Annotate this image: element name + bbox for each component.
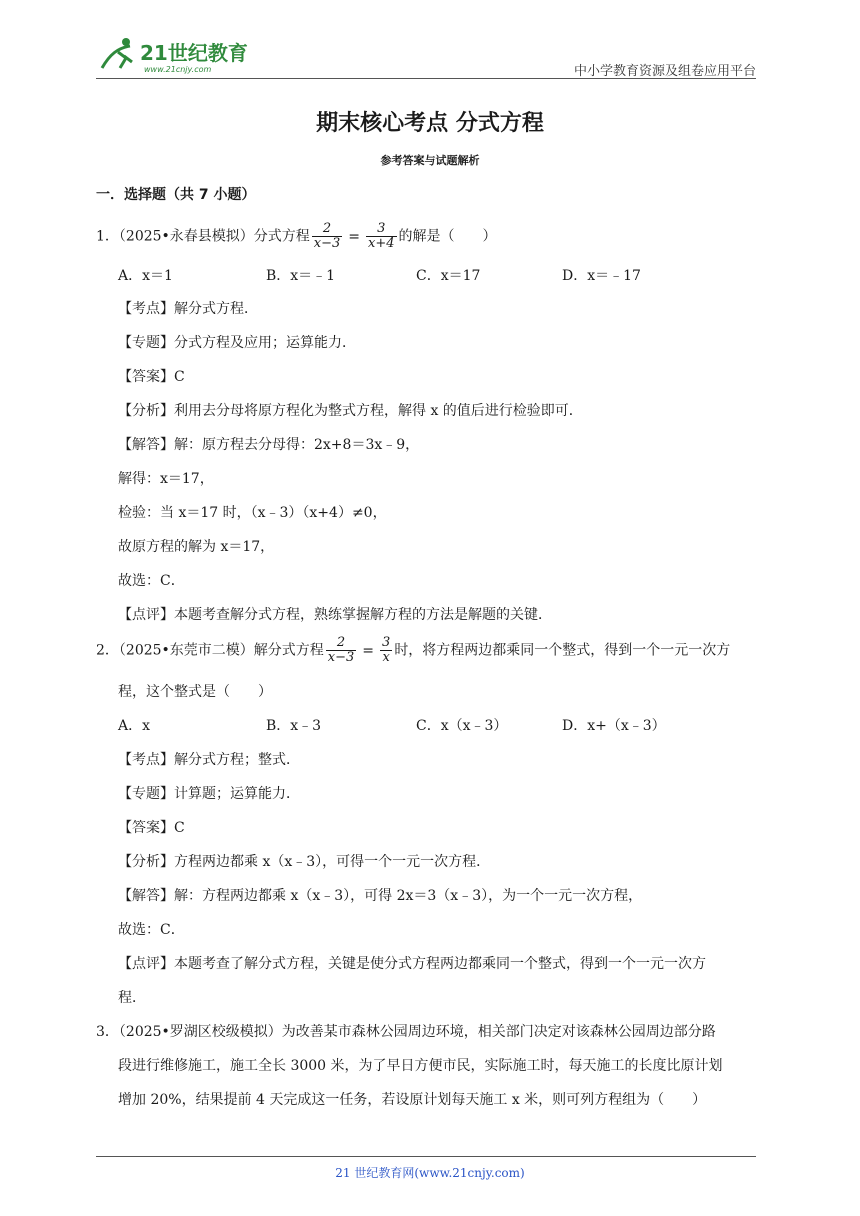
q1-fraction-right	[366, 222, 397, 251]
question-3-stem: 3．（2025•罗湖区校级模拟）为改善某市森林公园周边环境，相关部门决定对该森林公园周边部分路	[96, 1024, 716, 1040]
footer-divider	[96, 1156, 756, 1157]
header-divider	[96, 78, 756, 79]
footer-link[interactable]: 21 世纪教育网(www.21cnjy.com)	[335, 1166, 525, 1180]
q2-f2-num: 3	[382, 635, 391, 650]
q1-fraction-left	[312, 222, 343, 251]
q1-f2-num: 3	[366, 222, 397, 237]
q2-comment-cont: 程．	[118, 990, 146, 1006]
q1-f2-den: x+4	[368, 236, 395, 251]
question-3-stem-line3: 增加 20%，结果提前 4 天完成这一任务，若设原计划每天施工 x 米，则可列方程组为（ ）	[118, 1092, 707, 1108]
q2-kaodian: 【考点】解分式方程；整式．	[118, 752, 300, 768]
q2-f1-num: 2	[326, 636, 357, 651]
page-title: 期末核心考点 分式方程	[316, 111, 544, 136]
q2-comment: 【点评】本题考查了解分式方程，关键是使分式方程两边都乘同一个整式，得到一个一元一次方	[118, 956, 706, 972]
q1-prefix: 1．（2025•永春县模拟）分式方程	[96, 228, 310, 245]
q1-zhuanti: 【专题】分式方程及应用；运算能力．	[118, 335, 356, 351]
q1-option-b: B．x＝﹣1	[266, 268, 336, 284]
q1-analysis: 【分析】利用去分母将原方程化为整式方程，解得 x 的值后进行检验即可．	[118, 403, 583, 419]
equals-sign: =	[348, 228, 361, 245]
q1-choice: 故选：C．	[118, 573, 185, 589]
q2-fraction-right	[380, 636, 392, 665]
question-2-stem	[96, 636, 730, 665]
question-3-stem-line2: 段进行维修施工，施工全长 3000 米，为了早日方便市民，实际施工时，每天施工的长度比原计划	[118, 1058, 723, 1074]
q2-option-b: B．x﹣3	[266, 718, 322, 734]
q2-answer: 【答案】C	[118, 820, 185, 836]
question-1-stem	[96, 222, 497, 251]
platform-name: 中小学教育资源及组卷应用平台	[573, 64, 756, 79]
q2-option-c: C．x（x﹣3）	[416, 718, 508, 734]
logo-url: www.21cnjy.com	[144, 65, 212, 74]
q1-solution-step: 解得：x＝17，	[118, 471, 214, 487]
q2-solution: 【解答】解：方程两边都乘 x（x﹣3），可得 2x＝3（x﹣3），为一个一元一次方程，	[118, 888, 643, 904]
q2-option-a: A．x	[118, 718, 151, 734]
q2-f2-den: x	[382, 650, 390, 665]
q1-option-a: A．x＝1	[118, 268, 173, 284]
q1-option-d: D．x＝﹣17	[562, 268, 641, 284]
q1-conclusion: 故原方程的解为 x＝17，	[118, 539, 275, 555]
site-logo	[96, 34, 256, 76]
q2-analysis: 【分析】方程两边都乘 x（x﹣3），可得一个一元一次方程．	[118, 854, 491, 870]
q1-option-c: C．x＝17	[416, 268, 481, 284]
q2-option-d: D．x+（x﹣3）	[562, 718, 666, 734]
page-subtitle: 参考答案与试题解析	[380, 154, 480, 167]
q1-suffix: 的解是（ ）	[398, 228, 497, 245]
q2-f1-den: x−3	[327, 650, 355, 665]
q2-fraction-left	[326, 636, 357, 665]
q2-suffix: 时，将方程两边都乘同一个整式，得到一个一元一次方	[394, 642, 731, 659]
q2-stem-line2: 程，这个整式是（ ）	[118, 684, 272, 700]
q1-f1-num: 2	[312, 222, 343, 237]
q1-solution: 【解答】解：原方程去分母得：2x+8＝3x﹣9，	[118, 437, 420, 453]
q1-f1-den: x−3	[313, 236, 341, 251]
q1-answer: 【答案】C	[118, 369, 185, 385]
q2-choice: 故选：C．	[118, 922, 185, 938]
section-heading: 一．选择题（共 7 小题）	[96, 187, 256, 203]
logo-text: 21世纪教育	[140, 41, 248, 65]
q1-kaodian: 【考点】解分式方程．	[118, 301, 258, 317]
equals-sign: =	[362, 642, 375, 659]
q1-check: 检验：当 x＝17 时，（x﹣3）（x+4）≠0，	[118, 505, 387, 521]
q1-comment: 【点评】本题考查解分式方程，熟练掌握解方程的方法是解题的关键．	[118, 607, 552, 623]
q2-prefix: 2．（2025•东莞市二模）解分式方程	[96, 642, 324, 659]
q2-zhuanti: 【专题】计算题；运算能力．	[118, 786, 300, 802]
